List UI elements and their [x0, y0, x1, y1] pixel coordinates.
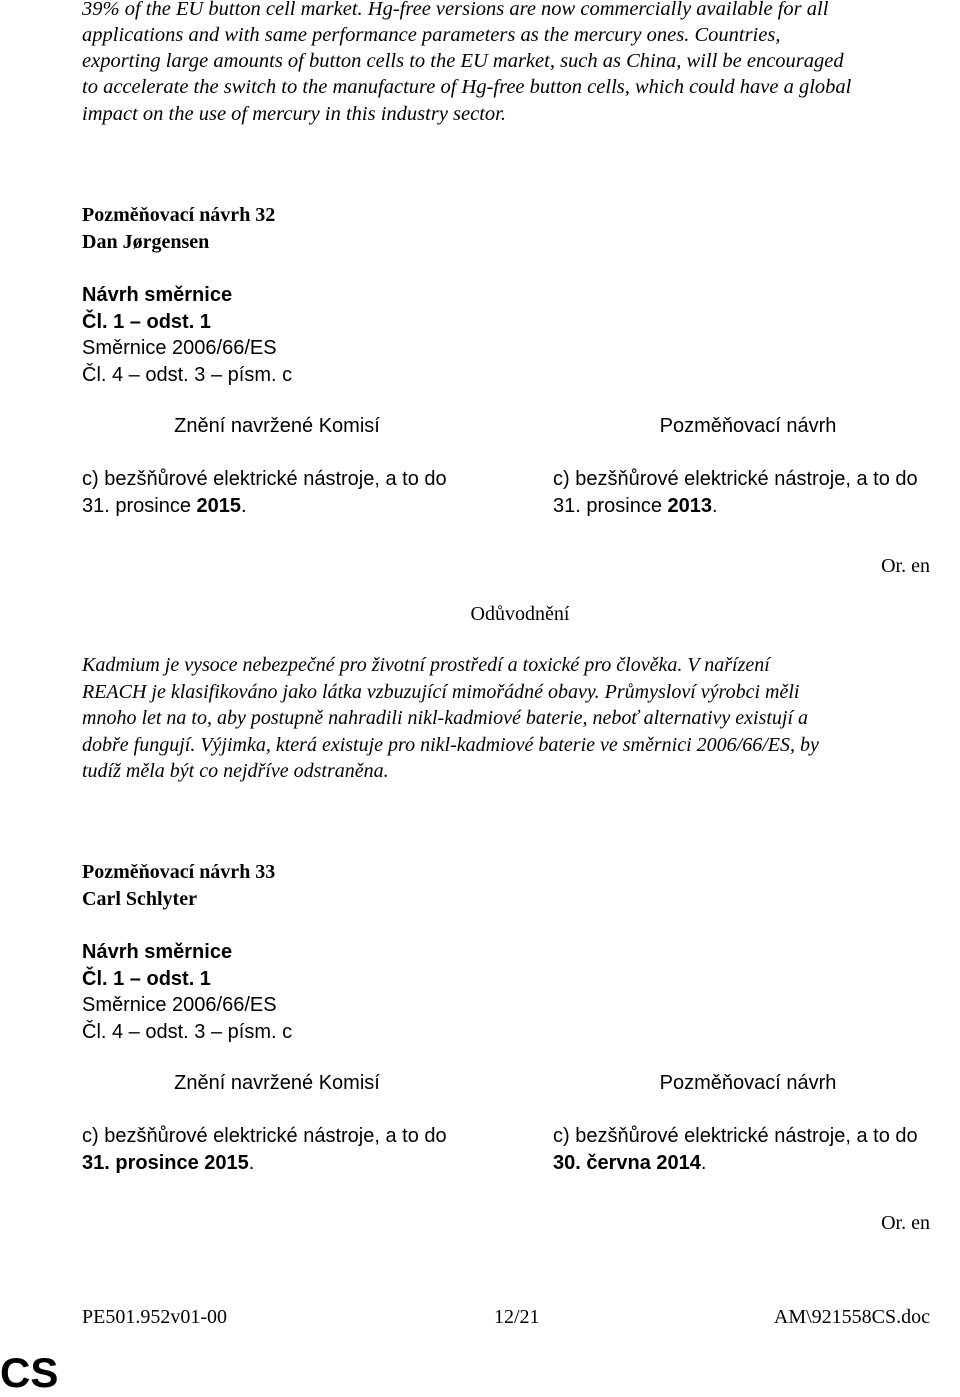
justification-title: Odůvodnění	[470, 603, 570, 625]
column-header-amendment: Pozměňovací návrh	[659, 1072, 837, 1094]
amendment-title: Pozměňovací návrh 32	[82, 204, 276, 226]
column-header-commission: Znění navržené Komisí	[174, 415, 380, 437]
reference-article: Čl. 1 – odst. 1	[82, 968, 211, 990]
footer-filename: AM\921558CS.doc	[773, 1306, 930, 1328]
amendment-text-line: c) bezšňůrové elektrické nástroje, a to do	[553, 1125, 918, 1147]
column-header-amendment: Pozměňovací návrh	[659, 415, 837, 437]
commission-text-line: 31. prosince 2015.	[82, 494, 247, 517]
reference-directive: Směrnice 2006/66/ES	[82, 337, 277, 359]
intro-line: to accelerate the switch to the manufacture of Hg-free button cells, which could have a global	[82, 76, 852, 98]
reference-subarticle: Čl. 4 – odst. 3 – písm. c	[82, 364, 293, 386]
amendment-text-line: 31. prosince 2013.	[553, 494, 718, 517]
intro-line: exporting large amounts of button cells to the EU market, such as China, will be encouraged	[82, 50, 844, 72]
reference-directive: Směrnice 2006/66/ES	[82, 994, 277, 1016]
commission-text	[82, 1123, 447, 1176]
amendment-author: Carl Schlyter	[82, 888, 197, 910]
footer-document-ref: PE501.952v01-00	[82, 1306, 227, 1328]
justification-line: mnoho let na to, aby postupně nahradili nikl-kadmiové baterie, neboť alternativy existují a	[82, 707, 809, 729]
amendment-text-line: c) bezšňůrové elektrické nástroje, a to do	[553, 468, 918, 490]
justification-line: Kadmium je vysoce nebezpečné pro životní prostředí a toxické pro člověka. V nařízení	[82, 654, 770, 676]
commission-text-line: 31. prosince 2015.	[82, 1151, 255, 1174]
column-header-commission: Znění navržené Komisí	[174, 1072, 380, 1094]
amendment-text-line: 30. června 2014.	[553, 1151, 707, 1174]
commission-text	[82, 466, 447, 519]
amendment-title: Pozměňovací návrh 33	[82, 861, 276, 883]
commission-text-line: c) bezšňůrové elektrické nástroje, a to do	[82, 468, 447, 490]
original-language: Or. en	[881, 1212, 930, 1234]
original-language: Or. en	[881, 555, 930, 577]
amendment-text	[553, 1123, 918, 1176]
footer-page-number: 12/21	[494, 1306, 540, 1328]
justification-line: dobře fungují. Výjimka, která existuje pro nikl-kadmiové baterie ve směrnici 2006/66/ES, by	[82, 734, 819, 756]
intro-line: 39% of the EU button cell market. Hg-free versions are now commercially available for all	[82, 0, 829, 20]
reference-subarticle: Čl. 4 – odst. 3 – písm. c	[82, 1021, 293, 1043]
reference-article: Čl. 1 – odst. 1	[82, 311, 211, 333]
intro-line: impact on the use of mercury in this industry sector.	[82, 103, 506, 125]
amendment-text	[553, 466, 918, 519]
reference-proposal: Návrh směrnice	[82, 284, 233, 306]
justification-line: tudíž měla být co nejdříve odstraněna.	[82, 760, 389, 782]
justification-line: REACH je klasifikováno jako látka vzbuzující mimořádné obavy. Průmysloví výrobci měli	[82, 681, 800, 703]
intro-line: applications and with same performance parameters as the mercury ones. Countries,	[82, 24, 781, 46]
reference-proposal: Návrh směrnice	[82, 941, 233, 963]
language-code: CS	[0, 1349, 59, 1396]
amendment-author: Dan Jørgensen	[82, 231, 210, 253]
commission-text-line: c) bezšňůrové elektrické nástroje, a to do	[82, 1125, 447, 1147]
